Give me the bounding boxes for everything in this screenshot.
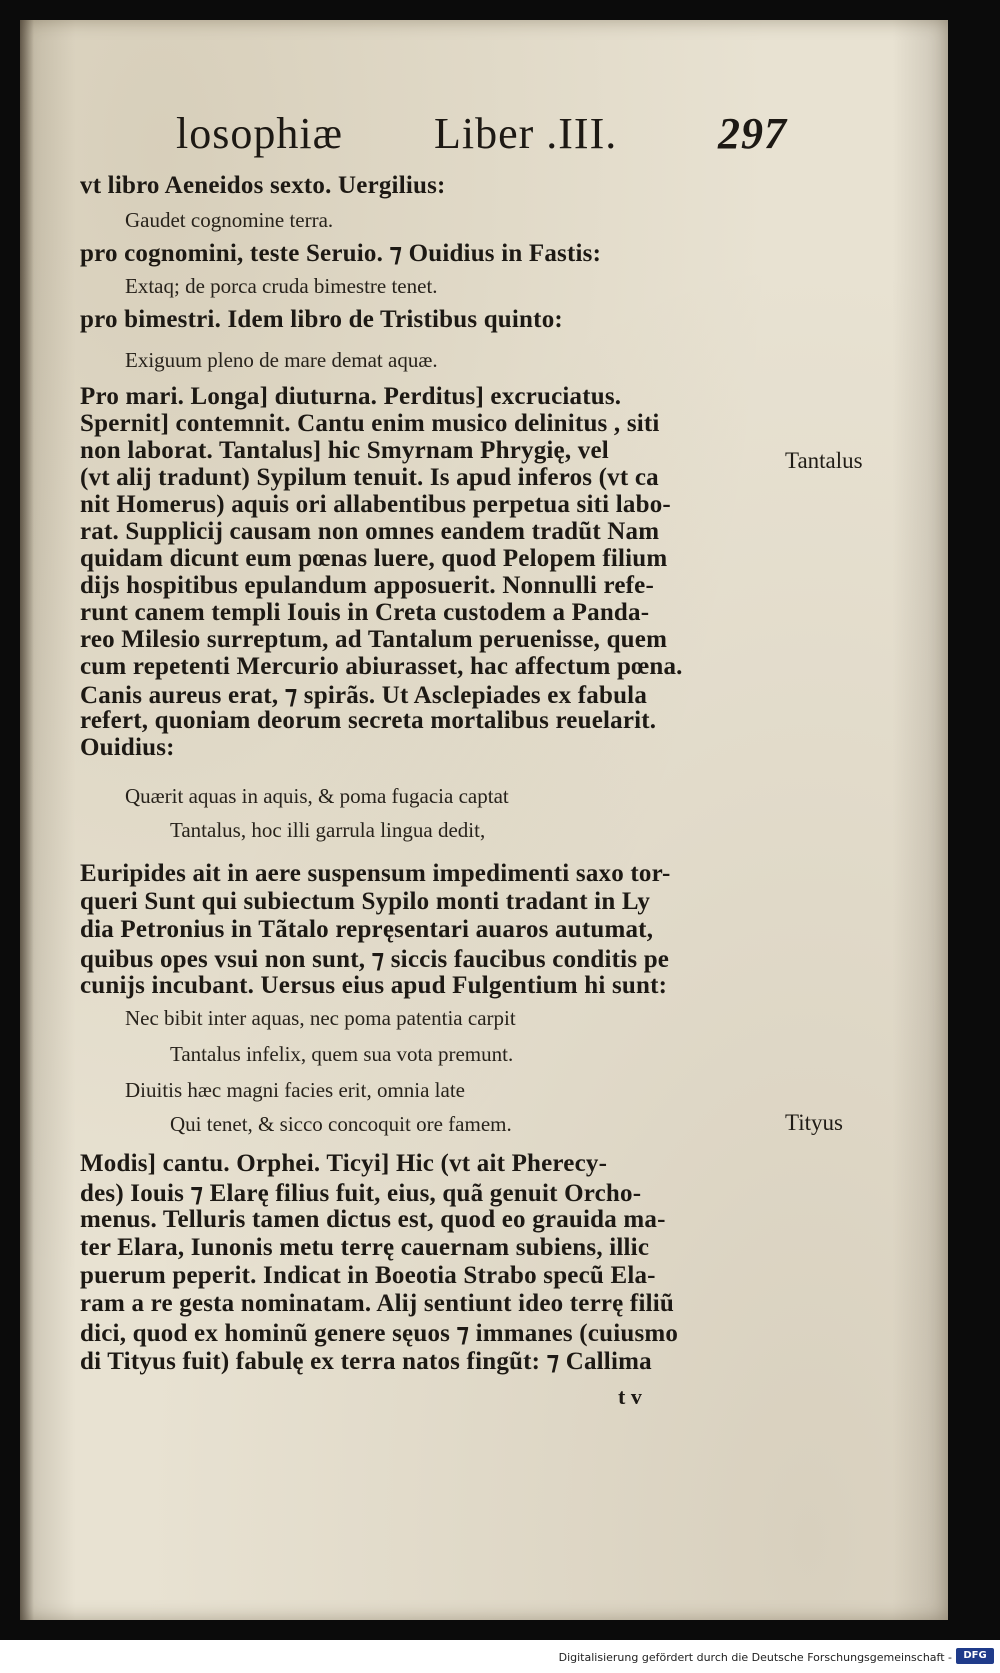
- text-line: non laborat. Tantalus] hic Smyrnam Phrygię, vel: [80, 437, 609, 464]
- gutter-shadow: [20, 20, 34, 1620]
- text-line: cum repetenti Mercurio abiurasset, hac affectum pœna.: [80, 653, 683, 680]
- margin-note-tityus: Tityus: [785, 1110, 843, 1135]
- text-line: vt libro Aeneidos sexto. Uergilius:: [80, 172, 446, 199]
- quote-line: Qui tenet, & sicco concoquit ore famem.: [170, 1112, 512, 1136]
- text-line: puerum peperit. Indicat in Boeotia Strabo specũ Ela-: [80, 1262, 656, 1289]
- text-line: Pro mari. Longa] diuturna. Perditus] excruciatus.: [80, 383, 622, 410]
- text-line: pro bimestri. Idem libro de Tristibus quinto:: [80, 306, 563, 333]
- text-line: quibus opes vsui non sunt, ⁊ siccis faucibus conditis pe: [80, 946, 670, 973]
- text-line: Euripides ait in aere suspensum impedimenti saxo tor-: [80, 860, 671, 887]
- margin-note-tantalus: Tantalus: [785, 448, 863, 473]
- text-line: Spernit] contemnit. Cantu enim musico delinitus , siti: [80, 410, 660, 437]
- text-line: (vt alij tradunt) Sypilum tenuit. Is apud inferos (vt ca: [80, 464, 659, 491]
- text-line: Canis aureus erat, ⁊ spirãs. Ut Asclepiades ex fabula: [80, 682, 648, 709]
- text-line: runt canem templi Iouis in Creta custodem a Panda-: [80, 599, 650, 626]
- quote-line: Quærit aquas in aquis, & poma fugacia captat: [125, 784, 509, 808]
- quote-line: Tantalus infelix, quem sua vota premunt.: [170, 1042, 514, 1066]
- text-line: di Tityus fuit) fabulę ex terra natos fingũt: ⁊ Callima: [80, 1348, 652, 1375]
- text-line: pro cognomini, teste Seruio. ⁊ Ouidius in Fastis:: [80, 240, 602, 267]
- page-number: 297: [718, 109, 787, 158]
- quote-line: Exiguum pleno de mare demat aquæ.: [125, 348, 438, 372]
- text-line: Modis] cantu. Orphei. Ticyi] Hic (vt ait Pherecy-: [80, 1150, 608, 1177]
- text-line: dici, quod ex hominũ genere sęuos ⁊ immanes (cuiusmo: [80, 1320, 679, 1347]
- text-line: Ouidius:: [80, 734, 175, 761]
- text-line: ter Elara, Iunonis metu terrę cauernam subiens, illic: [80, 1234, 650, 1261]
- text-line: refert, quoniam deorum secreta mortalibus reuelarit.: [80, 707, 657, 734]
- text-line: menus. Telluris tamen dictus est, quod eo grauida ma-: [80, 1206, 666, 1233]
- funding-credit: Digitalisierung gefördert durch die Deutsche Forschungsgemeinschaft -: [558, 1651, 952, 1664]
- signature-mark: t v: [618, 1384, 642, 1409]
- text-line: des) Iouis ⁊ Elarę filius fuit, eius, quã genuit Orcho-: [80, 1180, 642, 1207]
- quote-line: Gaudet cognomine terra.: [125, 208, 334, 232]
- text-line: quidam dicunt eum pœnas luere, quod Pelopem filium: [80, 545, 668, 572]
- running-header-left: losophiæ: [176, 109, 343, 158]
- dfg-logo: DFG: [956, 1648, 994, 1664]
- text-line: nit Homerus) aquis ori allabentibus perpetua siti labo-: [80, 491, 671, 518]
- quote-line: Extaq; de porca cruda bimestre tenet.: [125, 274, 438, 298]
- running-header-book: Liber .III.: [434, 109, 618, 158]
- text-line: dia Petronius in Tãtalo repręsentari auaros autumat,: [80, 916, 654, 943]
- quote-line: Nec bibit inter aquas, nec poma patentia carpit: [125, 1006, 516, 1030]
- quote-line: Tantalus, hoc illi garrula lingua dedit,: [170, 818, 486, 842]
- text-line: ram a re gesta nominatam. Alij sentiunt ideo terrę filiũ: [80, 1290, 674, 1317]
- quote-line: Diuitis hæc magni facies erit, omnia late: [125, 1078, 465, 1102]
- text-line: queri Sunt qui subiectum Sypilo monti tradant in Ly: [80, 888, 651, 915]
- text-line: reo Milesio surreptum, ad Tantalum peruenisse, quem: [80, 626, 668, 653]
- text-line: cunijs incubant. Uersus eius apud Fulgentium hi sunt:: [80, 972, 668, 999]
- text-line: dijs hospitibus epulandum apposuerit. Nonnulli refe-: [80, 572, 654, 599]
- text-line: rat. Supplicij causam non omnes eandem tradũt Nam: [80, 518, 660, 545]
